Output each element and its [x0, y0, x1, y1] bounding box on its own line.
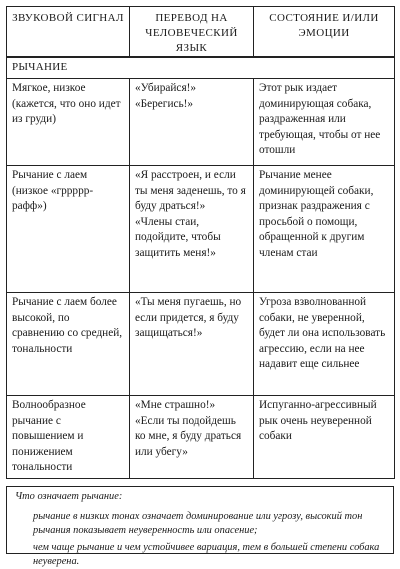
cell-state: Этот рык издает доминирующая собака, раздраженная или требующая, чтобы от нее отошли — [254, 79, 395, 166]
section-title: РЫЧАНИЕ — [7, 57, 395, 79]
notes-heading: Что означает рычание: — [15, 491, 123, 502]
notes-box — [6, 486, 394, 567]
cell-translation: «Убирайся!» «Берегись!» — [130, 79, 254, 166]
notes-item: рычание в низких тонах означает доминирование или угрозу, высокий тон рычания показывает неуверенность или опасение; — [33, 511, 363, 536]
section-row — [7, 57, 395, 79]
cell-translation: «Я расстроен, и если ты меня заденешь, то я буду драться!» «Члены стаи, подойдите, чтобы защитить меня!» — [130, 166, 254, 293]
cell-translation: «Мне страшно!» «Если ты подойдешь ко мне, я буду драться или убегу» — [130, 396, 254, 479]
cell-state: Испуганно-агрессивный рык очень неуверенной собаки — [254, 396, 395, 479]
cell-state: Рычание менее доминирующей собаки, признак раздражения с просьбой о помощи, обращенной к другим членам стаи — [254, 166, 395, 293]
cell-translation: «Ты меня пугаешь, но если придется, я буду защищаться!» — [130, 293, 254, 396]
cell-signal: Рычание с лаем более высокой, по сравнению со средней, тональности — [7, 293, 130, 396]
cell-signal: Рычание с лаем (низкое «гррррр-рафф») — [7, 166, 130, 293]
header-row — [7, 7, 395, 58]
cell-state: Угроза взволнованной собаки, не уверенной, будет ли она использовать агрессию, если на нее надавит еще сильнее — [254, 293, 395, 396]
table-row — [7, 293, 395, 396]
cell-signal: Мягкое, низкое (кажется, что оно идет из груди) — [7, 79, 130, 166]
table-row — [7, 79, 395, 166]
notes-item: чем чаще рычание и чем устойчивее вариация, тем в большей степени собака неуверена. — [33, 542, 380, 567]
header-sound-signal: ЗВУКОВОЙ СИГНАЛ — [7, 7, 130, 58]
table-row — [7, 396, 395, 479]
cell-signal: Волнообразное рычание с повышением и понижением тональности — [7, 396, 130, 479]
header-translation: ПЕРЕВОД НА ЧЕЛОВЕЧЕСКИЙ ЯЗЫК — [130, 7, 254, 58]
table-row — [7, 166, 395, 293]
dog-sounds-table — [6, 6, 395, 479]
header-state-emotions: СОСТОЯНИЕ И/ИЛИ ЭМОЦИИ — [254, 7, 395, 58]
